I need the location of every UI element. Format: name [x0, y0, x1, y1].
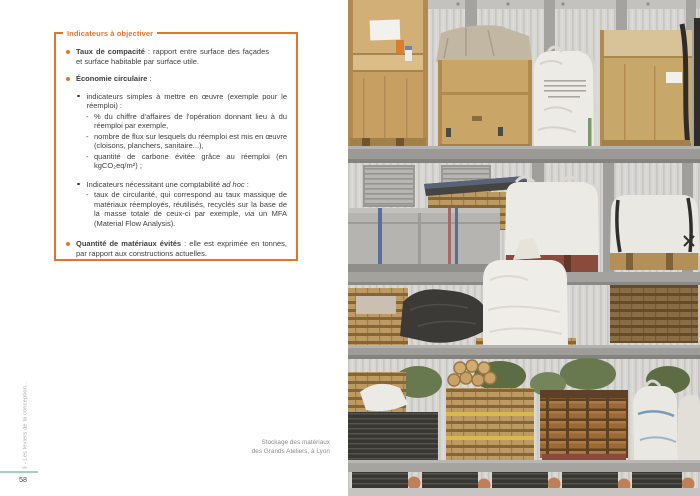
bullet-rest: : elle est exprimée en tonnes, par rapport aux constructions actuelles.: [76, 239, 287, 258]
italic-segment: via: [244, 209, 255, 218]
photo-storage-racks: [348, 0, 700, 496]
black-tarp: [400, 289, 486, 343]
photo-caption: [180, 438, 330, 456]
bullet-rest: : rapport entre surface des façades et surface habitable par surface utile.: [76, 47, 269, 66]
concrete-floor: [348, 488, 700, 496]
big-bag-right: [610, 195, 700, 343]
sub-bullet-icon: [77, 95, 80, 98]
wooden-crate-tarp: [436, 25, 532, 152]
dash-text: quantité de carbone évitée grâce au réemploi (en kgCO₂eq/m²) ;: [94, 151, 287, 170]
orange-bullet-icon: [66, 50, 70, 54]
dash-text: [94, 190, 287, 228]
gray-containers: [348, 208, 500, 272]
dash-list-item: [86, 152, 287, 171]
sub-list-item: [76, 180, 287, 190]
wooden-crate-left: [348, 0, 428, 148]
footer-rule: [0, 471, 38, 473]
dash-list-item: [86, 112, 287, 131]
dash-icon: -: [86, 190, 89, 199]
wooden-crate-right: [600, 18, 700, 148]
dash-list-item: [86, 132, 287, 151]
dash-text: % du chiffre d'affaires de l'opération donnant lieu à du réemploi par exemple,: [94, 111, 287, 130]
chapter-side-label: 3 - Les leviers de la conception...: [22, 380, 29, 470]
lower-left-pallets: [348, 288, 408, 345]
base-beam: [348, 460, 700, 496]
text-segment: :: [244, 179, 249, 189]
big-bag-top-row: [534, 47, 596, 148]
dash-icon: -: [86, 111, 89, 121]
dash-list-item: [86, 190, 287, 228]
italic-segment: ad hoc: [222, 179, 245, 189]
sub-bullet-text: indicateurs simples à mettre en œuvre (exemple pour le réemploi) :: [86, 91, 287, 110]
sub-bullet-icon: [77, 183, 80, 186]
bullet-text: [76, 47, 269, 66]
bullet-text: [76, 239, 287, 258]
orange-bullet-icon: [66, 242, 70, 246]
callout-body: [56, 34, 296, 258]
brick-stack: [540, 390, 628, 464]
sub-list-item: [76, 92, 287, 111]
list-item: [65, 74, 287, 84]
sub-bullet-text: [87, 180, 249, 190]
page-number: 58: [19, 475, 27, 484]
dash-text: nombre de flux sur lesquels du réemploi est mis en œuvre (cloisons, planchers, sanitaire...),: [94, 131, 288, 150]
dash-icon: -: [86, 151, 89, 161]
bullet-lead: Taux de compacité: [76, 47, 145, 56]
dash-icon: -: [86, 131, 89, 141]
rack-beam: [348, 345, 700, 359]
callout-title: Indicateurs à objectiver: [63, 29, 157, 38]
list-item: [65, 47, 287, 66]
text-segment: Indicateurs nécessitant une comptabilité: [86, 179, 223, 189]
list-item: [65, 239, 287, 258]
storage-racks-image: [348, 0, 700, 496]
orange-bullet-icon: [66, 77, 70, 81]
bullet-lead: Économie circulaire: [76, 74, 148, 83]
bullet-lead: Quantité de matériaux évités: [76, 239, 182, 248]
indicators-callout-box: [54, 28, 298, 261]
bullet-rest: :: [147, 74, 152, 83]
text-segment: un MFA (Material Flow Analysis).: [94, 209, 287, 228]
caption-line: des Grands Ateliers, à Lyon: [251, 448, 330, 455]
caption-line: Stockage des matériaux: [261, 439, 330, 446]
text-segment: taux de circularité, qui correspond au taux massique de matériaux réemployés, réutilisés, recyclés sur la base de la masse totale de ceux-ci par exemple,: [94, 190, 287, 218]
rack-beam: [348, 146, 700, 163]
bullet-text: [76, 74, 151, 84]
